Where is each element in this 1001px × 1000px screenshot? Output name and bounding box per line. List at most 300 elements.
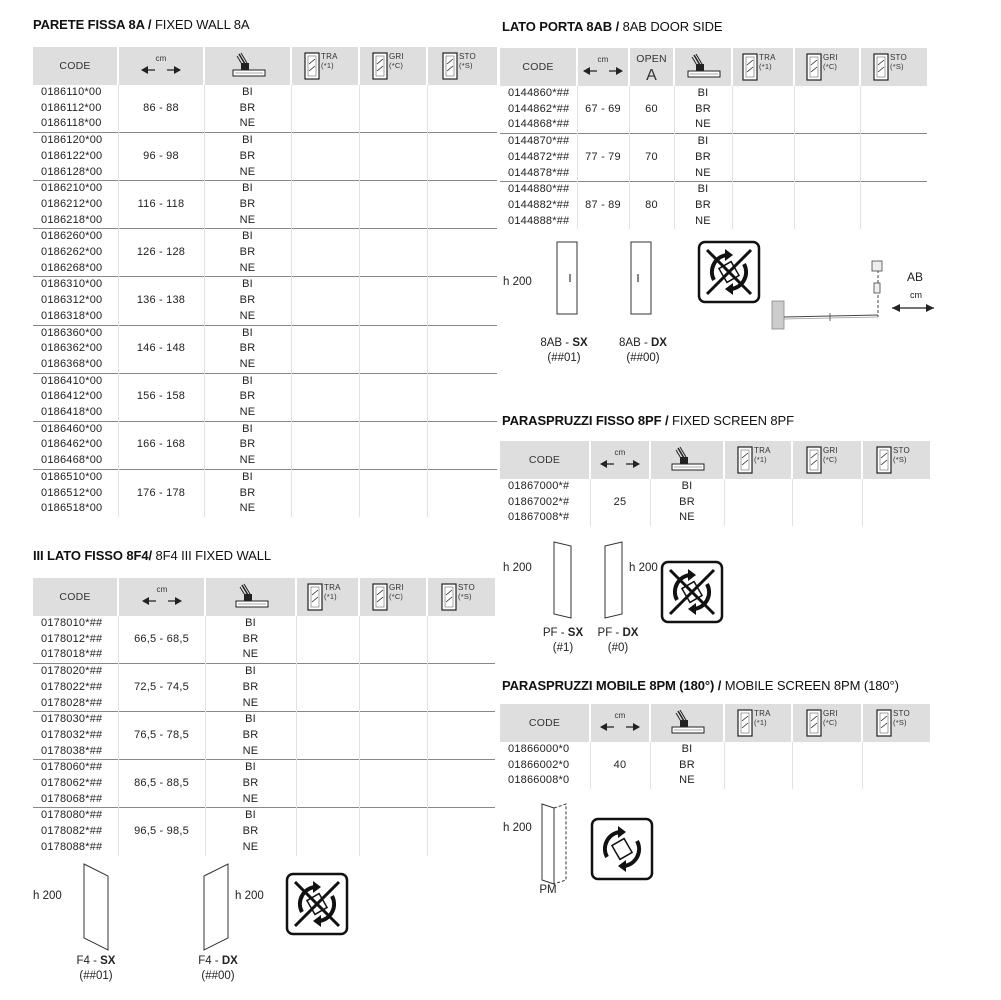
opening-width: 60	[629, 102, 674, 118]
price-cell	[732, 134, 794, 150]
product-code: 01866002*0	[508, 758, 570, 771]
price-cell	[427, 405, 497, 421]
profile-finish: NE	[650, 510, 724, 526]
gri-label: GRI	[389, 52, 404, 61]
price-cell	[296, 680, 359, 696]
panel-pf-dx-drawing	[602, 540, 626, 620]
price-cell	[427, 728, 495, 744]
cm-label: cm	[597, 55, 609, 64]
table-row	[33, 840, 495, 856]
price-cell	[291, 261, 359, 277]
price-cell	[427, 261, 497, 277]
price-cell	[794, 117, 860, 133]
profile-finish: BR	[204, 341, 291, 357]
code-header: CODE	[528, 454, 561, 466]
glass-gri-column-header	[794, 48, 860, 86]
table-8a	[33, 47, 497, 517]
table-row	[500, 198, 927, 214]
table-row	[33, 101, 497, 117]
caption-pf-sx: PF - SX (#1)	[542, 627, 584, 654]
price-cell	[291, 309, 359, 325]
profile-finish: BI	[650, 742, 724, 758]
size-range: 146 - 148	[118, 341, 204, 357]
table-8pf	[500, 441, 998, 526]
profile-finish: BR	[205, 632, 296, 648]
price-cell	[359, 309, 427, 325]
price-cell	[291, 245, 359, 261]
sto-label: STO	[890, 53, 907, 62]
section-fixed-screen-8pf	[502, 413, 794, 428]
price-cell	[792, 510, 862, 526]
table-header-row	[33, 578, 495, 616]
profile-finish-column-header	[674, 48, 732, 86]
gri-label: GRI	[823, 53, 838, 62]
table-row	[33, 808, 495, 824]
profile-finish: BR	[204, 245, 291, 261]
price-cell	[359, 405, 427, 421]
profile-finish: NE	[205, 647, 296, 663]
price-cell	[732, 182, 794, 198]
height-label: h 200	[235, 890, 264, 902]
product-code: 0186268*00	[41, 261, 103, 274]
table-row	[500, 166, 927, 182]
section-fixed-wall-8f4	[33, 548, 271, 563]
price-cell	[794, 134, 860, 150]
price-cell	[427, 181, 497, 197]
caption-pf-dx: PF - DX (#0)	[597, 627, 639, 654]
profile-finish: BR	[204, 197, 291, 213]
no-reversible-icon	[660, 560, 724, 624]
product-code: 0186262*00	[41, 246, 103, 259]
table-row	[33, 373, 497, 389]
table-row	[33, 469, 497, 485]
product-code: 01866000*0	[508, 743, 570, 755]
price-table	[500, 441, 998, 526]
price-cell	[732, 117, 794, 133]
size-range	[118, 133, 204, 149]
size-range	[577, 166, 629, 182]
size-range	[590, 479, 650, 495]
tra-code-label: (*1)	[323, 592, 337, 601]
size-column-header	[590, 704, 650, 742]
price-cell	[296, 712, 359, 728]
height-label: h 200	[629, 562, 658, 574]
price-cell	[427, 632, 495, 648]
profile-finish: BR	[204, 437, 291, 453]
product-code: 0144882*##	[508, 198, 570, 211]
profile-finish: NE	[204, 213, 291, 229]
profile-finish: NE	[204, 501, 291, 517]
price-cell	[860, 134, 927, 150]
sto-code-label: (*S)	[892, 718, 907, 727]
profile-finish: BR	[204, 101, 291, 117]
no-reversible-icon	[285, 872, 349, 936]
glass-tra-column-header	[724, 704, 792, 742]
height-label: h 200	[503, 276, 532, 288]
table-header-row	[500, 441, 998, 479]
price-cell	[359, 437, 427, 453]
price-cell	[427, 501, 497, 517]
size-range	[118, 405, 204, 421]
table-row	[500, 214, 927, 230]
reversible-icon	[590, 817, 654, 881]
profile-finish: BI	[204, 229, 291, 245]
size-range: 136 - 138	[118, 293, 204, 309]
profile-finish: NE	[674, 117, 732, 133]
profile-finish: BI	[674, 86, 732, 102]
size-range	[577, 134, 629, 150]
price-cell	[427, 776, 495, 792]
price-cell	[724, 773, 792, 789]
price-cell	[427, 245, 497, 261]
cm-label: cm	[155, 585, 168, 594]
price-cell	[724, 742, 792, 758]
price-cell	[291, 486, 359, 502]
price-cell	[291, 325, 359, 341]
product-code: 0186260*00	[33, 229, 118, 245]
glass-sto-column-header	[427, 578, 495, 616]
price-cell	[359, 357, 427, 373]
size-range	[118, 808, 205, 824]
profile-finish: BR	[650, 758, 724, 774]
product-code: 0144872*##	[508, 150, 570, 163]
table-row	[33, 744, 495, 760]
price-cell	[794, 102, 860, 118]
code-column-header	[500, 48, 577, 86]
table-row	[33, 453, 497, 469]
price-cell	[359, 293, 427, 309]
caption-f4-dx: F4 - DX (##00)	[198, 955, 238, 982]
table-row	[33, 632, 495, 648]
code-header: CODE	[59, 60, 91, 72]
glass-gri-column-header	[792, 704, 862, 742]
price-cell	[862, 742, 930, 758]
product-code: 0178032*##	[41, 728, 103, 741]
gri-code-label: (*C)	[389, 61, 404, 70]
profile-finish: BR	[674, 150, 732, 166]
price-cell	[359, 261, 427, 277]
panel-f4-sx-drawing	[80, 862, 112, 952]
price-cell	[291, 133, 359, 149]
door-8ab-sx-drawing	[554, 240, 580, 316]
price-cell	[359, 421, 427, 437]
price-cell	[291, 116, 359, 132]
sto-code-label: (*S)	[458, 61, 473, 70]
product-code: 0144878*##	[508, 166, 570, 179]
sto-code-label: (*S)	[890, 62, 904, 71]
product-code: 0178038*##	[41, 744, 103, 757]
table-row	[500, 86, 927, 102]
price-cell	[427, 309, 497, 325]
price-cell	[359, 389, 427, 405]
caption-pm: PM	[539, 884, 557, 896]
size-range: 96,5 - 98,5	[118, 824, 205, 840]
product-code: 0186460*00	[33, 421, 118, 437]
price-cell	[296, 616, 359, 632]
price-cell	[792, 758, 862, 774]
size-range	[118, 616, 205, 632]
profile-finish: BR	[204, 486, 291, 502]
table-row	[33, 357, 497, 373]
product-code: 0186518*00	[41, 502, 103, 515]
glass-gri-column-header	[792, 441, 862, 479]
profile-finish: BR	[204, 293, 291, 309]
profile-finish: BR	[204, 149, 291, 165]
price-cell	[427, 680, 495, 696]
price-cell	[724, 479, 792, 495]
price-cell	[359, 469, 427, 485]
profile-finish-column-header	[650, 441, 724, 479]
price-cell	[359, 213, 427, 229]
glass-tra-column-header	[732, 48, 794, 86]
opening-width	[629, 86, 674, 102]
glass-sto-column-header	[860, 48, 927, 86]
sto-label: STO	[458, 52, 476, 61]
size-range: 77 - 79	[577, 150, 629, 166]
price-cell	[359, 149, 427, 165]
profile-finish: BI	[204, 373, 291, 389]
price-table	[33, 47, 497, 517]
sto-code-label: (*S)	[892, 455, 907, 464]
opening-width: 70	[629, 150, 674, 166]
product-code: 01867002*#	[508, 495, 570, 508]
profile-finish: BI	[204, 421, 291, 437]
size-range: 156 - 158	[118, 389, 204, 405]
profile-finish: NE	[204, 453, 291, 469]
price-cell	[427, 341, 497, 357]
price-cell	[732, 166, 794, 182]
price-cell	[359, 101, 427, 117]
price-cell	[427, 85, 497, 101]
price-cell	[296, 808, 359, 824]
table-row	[33, 696, 495, 712]
product-code: 0186510*00	[33, 469, 118, 485]
table-row	[33, 792, 495, 808]
product-code: 0186128*00	[41, 165, 103, 178]
price-cell	[860, 182, 927, 198]
product-code: 01867000*#	[508, 480, 570, 492]
size-range	[118, 85, 204, 101]
price-cell	[862, 510, 930, 526]
price-cell	[860, 102, 927, 118]
price-table	[500, 48, 927, 229]
table-row	[500, 102, 927, 118]
price-cell	[296, 776, 359, 792]
price-cell	[427, 357, 497, 373]
glass-tra-column-header	[291, 47, 359, 85]
table-row	[33, 133, 497, 149]
product-code: 0178030*##	[33, 712, 118, 728]
price-cell	[359, 325, 427, 341]
profile-finish: NE	[204, 357, 291, 373]
price-cell	[792, 742, 862, 758]
price-cell	[359, 632, 427, 648]
product-code: 0178018*##	[41, 648, 103, 661]
price-cell	[296, 792, 359, 808]
price-cell	[724, 495, 792, 511]
table-row	[33, 616, 495, 632]
section-mobile-screen-8pm	[502, 678, 899, 693]
price-cell	[291, 421, 359, 437]
price-cell	[359, 728, 427, 744]
price-cell	[291, 197, 359, 213]
size-range	[118, 696, 205, 712]
price-cell	[291, 405, 359, 421]
product-code: 0144862*##	[508, 102, 570, 115]
tra-code-label: (*1)	[321, 61, 334, 70]
gri-label: GRI	[823, 446, 838, 455]
profile-finish: BI	[204, 277, 291, 293]
price-cell	[427, 197, 497, 213]
price-cell	[427, 373, 497, 389]
table-header-row	[33, 47, 497, 85]
table-row	[500, 495, 998, 511]
price-cell	[860, 198, 927, 214]
price-cell	[291, 437, 359, 453]
table-row	[33, 341, 497, 357]
size-range	[118, 501, 204, 517]
price-cell	[427, 389, 497, 405]
product-code: 0186310*00	[33, 277, 118, 293]
price-cell	[724, 510, 792, 526]
tra-code-label: (*1)	[754, 718, 767, 727]
profile-finish-column-header	[204, 47, 291, 85]
table-row	[500, 150, 927, 166]
size-range	[577, 86, 629, 102]
price-cell	[732, 198, 794, 214]
price-cell	[860, 117, 927, 133]
profile-finish: BI	[204, 469, 291, 485]
price-cell	[359, 453, 427, 469]
product-code: 0178028*##	[41, 696, 103, 709]
price-cell	[359, 116, 427, 132]
table-row	[33, 85, 497, 101]
table-row	[500, 510, 998, 526]
product-code: 0186218*00	[41, 213, 103, 226]
panel-pm-drawing	[538, 800, 574, 886]
price-cell	[296, 647, 359, 663]
caption-f4-sx: F4 - SX (##01)	[76, 955, 116, 982]
tra-label: TRA	[323, 583, 341, 592]
door-plan-diagram	[770, 255, 970, 335]
price-cell	[291, 165, 359, 181]
profile-finish: BI	[650, 479, 724, 495]
profile-finish: BI	[674, 182, 732, 198]
table-row	[33, 325, 497, 341]
table-row	[33, 728, 495, 744]
cm-label: cm	[155, 54, 167, 63]
price-cell	[732, 214, 794, 230]
price-cell	[359, 776, 427, 792]
product-code: 0186118*00	[41, 117, 102, 130]
product-code: 0186410*00	[33, 373, 118, 389]
price-cell	[427, 744, 495, 760]
price-cell	[359, 664, 427, 680]
panel-f4-dx-drawing	[200, 862, 232, 952]
section-title: III LATO FISSO 8F4/ 8F4 III FIXED WALL	[33, 548, 271, 563]
profile-finish: NE	[204, 405, 291, 421]
price-cell	[860, 150, 927, 166]
size-range	[118, 165, 204, 181]
price-cell	[291, 389, 359, 405]
code-header: CODE	[528, 717, 561, 729]
price-cell	[359, 277, 427, 293]
size-range: 25	[590, 495, 650, 511]
price-cell	[359, 696, 427, 712]
price-cell	[794, 198, 860, 214]
size-range	[577, 214, 629, 230]
panel-pf-sx-drawing	[551, 540, 575, 620]
price-cell	[296, 728, 359, 744]
price-cell	[359, 245, 427, 261]
table-row	[33, 680, 495, 696]
price-cell	[792, 479, 862, 495]
size-range	[118, 760, 205, 776]
price-cell	[359, 133, 427, 149]
price-cell	[427, 293, 497, 309]
profile-finish: BI	[204, 133, 291, 149]
product-code: 0144870*##	[500, 134, 577, 150]
table-row	[33, 197, 497, 213]
table-row	[33, 760, 495, 776]
size-range	[118, 469, 204, 485]
size-column-header	[118, 47, 204, 85]
table-row	[33, 245, 497, 261]
product-code: 0144880*##	[500, 182, 577, 198]
profile-finish: BR	[205, 776, 296, 792]
profile-finish: NE	[204, 165, 291, 181]
price-cell	[794, 150, 860, 166]
product-code: 0144868*##	[508, 118, 570, 131]
price-cell	[724, 758, 792, 774]
height-label: h 200	[503, 822, 532, 834]
product-code: 0178010*##	[41, 617, 103, 629]
size-range	[118, 229, 204, 245]
table-8pm	[500, 704, 998, 789]
sto-label: STO	[892, 709, 910, 718]
price-cell	[359, 165, 427, 181]
product-code: 0178068*##	[41, 792, 103, 805]
code-header: CODE	[59, 591, 91, 603]
size-range: 86 - 88	[118, 101, 204, 117]
size-range	[590, 510, 650, 526]
table-header-row	[500, 704, 998, 742]
price-cell	[862, 758, 930, 774]
cm-label: cm	[910, 290, 922, 300]
product-code: 0186368*00	[41, 357, 103, 370]
profile-finish: BR	[205, 680, 296, 696]
price-cell	[427, 133, 497, 149]
tra-label: TRA	[754, 709, 771, 718]
profile-finish: NE	[674, 166, 732, 182]
price-cell	[427, 824, 495, 840]
product-code: 0186360*00	[33, 325, 118, 341]
price-cell	[427, 696, 495, 712]
product-code: 0178012*##	[41, 632, 103, 645]
product-code: 0178022*##	[41, 680, 103, 693]
price-cell	[794, 214, 860, 230]
size-range	[118, 309, 204, 325]
price-cell	[291, 357, 359, 373]
tra-label: TRA	[754, 446, 771, 455]
table-row	[33, 421, 497, 437]
price-cell	[296, 824, 359, 840]
door-8ab-dx-drawing	[628, 240, 654, 316]
price-cell	[359, 744, 427, 760]
section-title: PARETE FISSA 8A / FIXED WALL 8A	[33, 17, 250, 32]
size-range: 40	[590, 758, 650, 774]
profile-finish: BR	[650, 495, 724, 511]
